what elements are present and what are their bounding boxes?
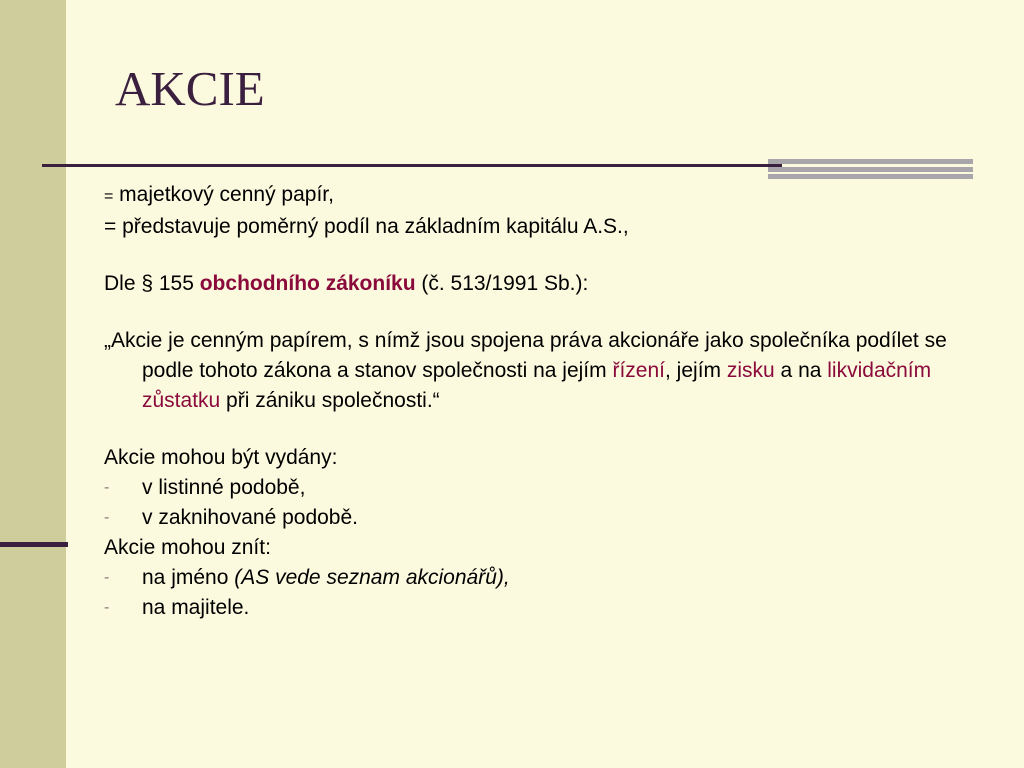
list-item: - na jméno (AS vede seznam akcionářů), (104, 563, 984, 593)
decor-grey-bar (768, 174, 973, 179)
law-quote: „Akcie je cenným papírem, s nímž jsou spojena práva akcionáře jako společníka podílet se podle tohoto zákona a stanov společnosti na jejím řízení, jejím zisku a na likvidačním zůstatku při zániku společnosti.“ (104, 329, 947, 412)
dash-bullet: - (104, 479, 110, 496)
decor-grey-bar (768, 167, 973, 172)
slide-title: AKCIE (115, 61, 265, 116)
left-decor-bar (0, 0, 66, 768)
decor-grey-bar (768, 159, 973, 164)
term-zisk: zisku (726, 359, 775, 382)
term-rizeni: řízení (612, 359, 666, 382)
line-law-reference: Dle § 155 obchodního zákoníku (č. 513/1991 Sb.): (104, 272, 589, 295)
dash-bullet: - (104, 569, 110, 586)
title-underline (42, 164, 782, 167)
left-accent-line (0, 542, 68, 547)
line-definition-1: = majetkový cenný papír, (104, 183, 334, 206)
line-definition-2: = představuje poměrný podíl na základním kapitálu A.S., (104, 215, 629, 238)
issue-heading: Akcie mohou být vydány: (104, 446, 338, 469)
list-item: - v listinné podobě, (104, 473, 984, 503)
dash-bullet: - (104, 509, 110, 526)
list-item: - na majitele. (104, 593, 984, 623)
law-name: obchodního zákoníku (199, 272, 416, 295)
dash-bullet: - (104, 599, 110, 616)
slide-body (104, 180, 984, 623)
list-item: - v zaknihované podobě. (104, 503, 984, 533)
sound-heading: Akcie mohou znít: (104, 536, 271, 559)
term-likvidacni-zustatek: likvidačním zůstatku (142, 359, 932, 412)
